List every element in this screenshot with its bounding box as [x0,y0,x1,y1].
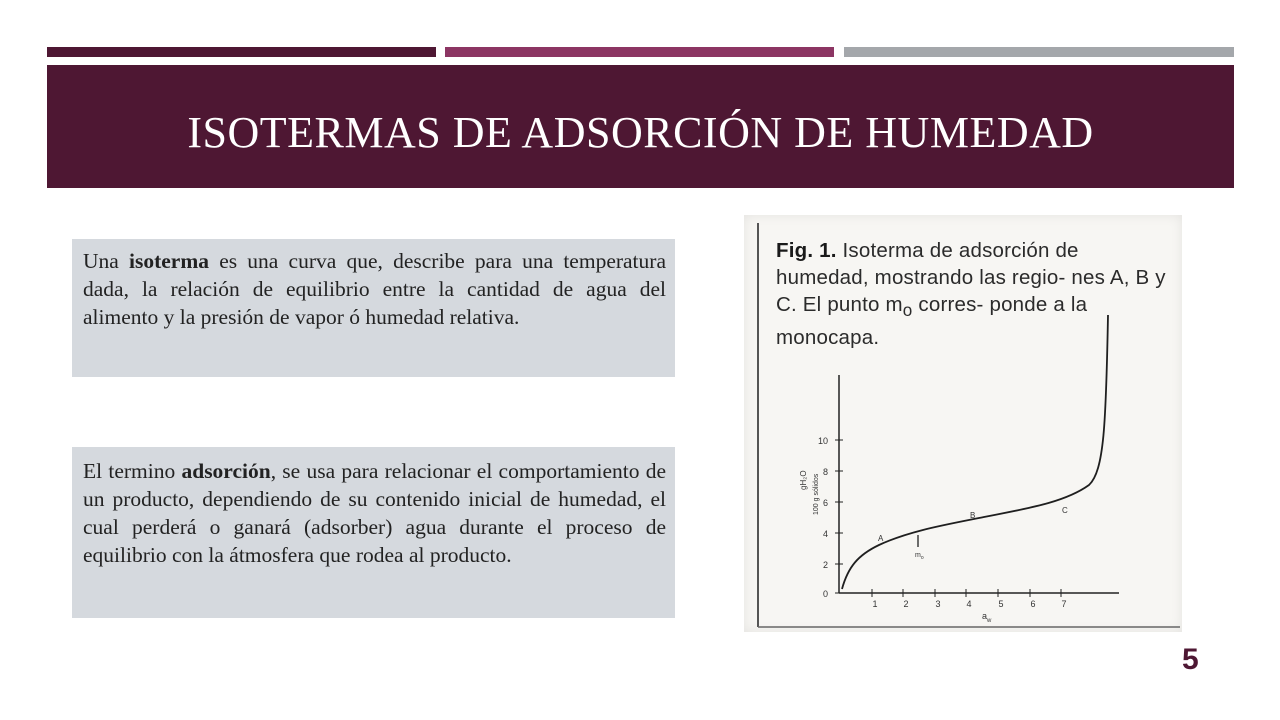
paragraph-text: El termino [83,459,182,483]
y-tick-label: 0 [822,589,828,599]
top-bar-2 [445,47,834,57]
y-tick-label: 2 [822,560,828,570]
y-axis-label-line1: gH₂O [799,470,808,490]
x-axis-label-sub: w [987,618,992,624]
y-tick-label: 10 [817,436,828,446]
slide-title: ISOTERMAS DE ADSORCIÓN DE HUMEDAD [187,108,1094,157]
x-tick-label: 7 [1061,599,1067,609]
x-tick-label: 3 [935,599,941,609]
y-tick-label: 8 [822,467,828,477]
y-tick-label: 4 [822,529,828,539]
isotherm-figure-image [744,215,1182,632]
title-band [47,65,1234,188]
keyword-adsorcion: adsorción [181,459,271,483]
monolayer-label [915,552,924,561]
page-number: 5 [1182,643,1199,676]
caption-text-end: corres- ponde a la monocapa. [776,293,1088,350]
definition-adsorcion [72,447,675,618]
x-tick-label: 2 [903,599,909,609]
region-label-c: C [1062,506,1068,515]
keyword-isoterma: isoterma [129,249,210,273]
top-bar-3 [844,47,1234,57]
x-tick-label: 1 [872,599,878,609]
decorative-top-bars [47,47,1234,57]
isotherm-curve [842,315,1108,589]
top-bar-1 [47,47,436,57]
x-tick-label: 4 [966,599,972,609]
x-axis-label [982,611,992,624]
figure-label: Fig. 1. [776,239,837,262]
y-tick-label: 6 [822,498,828,508]
x-tick-label: 6 [1030,599,1036,609]
paragraph-text: , se usa para relacionar el comportamiento de un producto, dependiendo de su contenido inicial de humedad, el cual perderá o ganará (adsorber) agua durante el proceso de equilibrio con la átmosfera que rodea al producto. [83,459,667,567]
monolayer-label-main: m [915,552,921,559]
paragraph-text: Una [83,249,130,273]
monolayer-label-sub: o [920,555,924,561]
isotherm-plot [744,215,1182,632]
definition-isoterma [72,239,675,377]
x-tick-label: 5 [998,599,1004,609]
caption-text: Isoterma de adsorción de humedad, mostrando las regio- nes A, B y C. El punto m [776,239,1166,316]
x-ticks [872,589,1067,609]
region-label-b: B [970,511,976,520]
region-label-a: A [878,534,884,543]
caption-subscript: o [902,301,913,321]
x-axis-label-main: a [982,611,988,621]
paragraph-text: es una curva que, describe para una temperatura dada, la relación de equilibrio entre la cantidad de agua del alimento y la presión de vapor ó humedad relativa. [83,249,666,329]
y-axis-label-line2: 100 g sólidos [813,473,820,515]
